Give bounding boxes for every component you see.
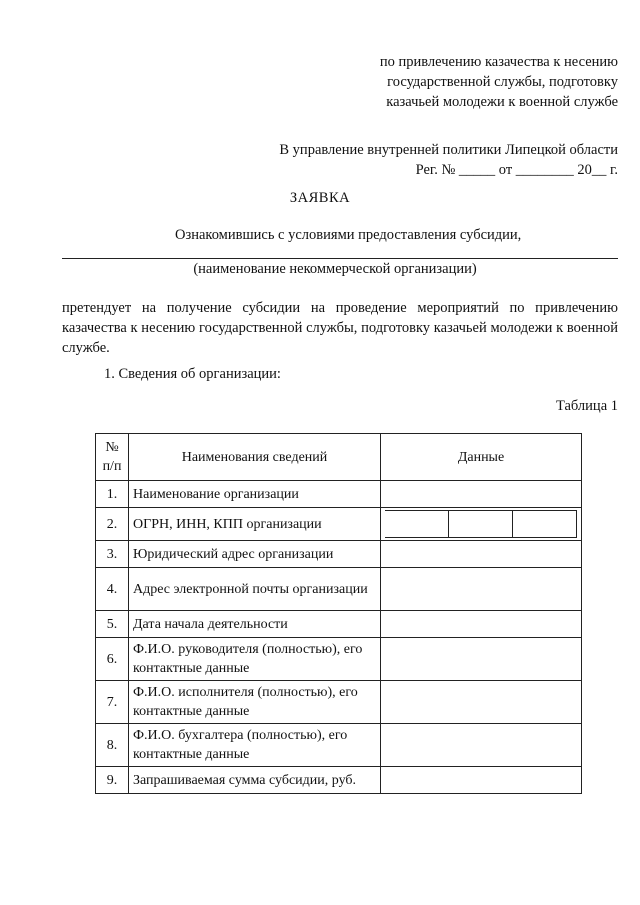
header-name: Наименования сведений (129, 434, 381, 481)
row-label: Ф.И.О. бухгалтера (полностью), его контактные данные (129, 724, 381, 767)
data-cell[interactable] (381, 611, 582, 638)
ogrn-cell[interactable] (385, 511, 449, 538)
kpp-cell[interactable] (513, 511, 577, 538)
row-num: 9. (96, 767, 129, 794)
row-num: 2. (96, 508, 129, 541)
data-cell[interactable] (381, 638, 582, 681)
table-header-row (96, 434, 582, 481)
intro-text: Ознакомившись с условиями предоставления субсидии, (175, 227, 522, 243)
section-heading: 1. Сведения об организации: (104, 366, 281, 382)
table-label: Таблица 1 (555, 398, 618, 414)
org-name-fill-line[interactable] (62, 258, 618, 259)
addressee-line: В управление внутренней политики Липецкой области (279, 142, 618, 158)
row-label: Юридический адрес организации (129, 541, 381, 568)
row-num: 1. (96, 481, 129, 508)
table-row (96, 568, 582, 611)
row-label: Наименование организации (129, 481, 381, 508)
table-row (96, 767, 582, 794)
row-label: Ф.И.О. исполнителя (полностью), его контактные данные (129, 681, 381, 724)
table-row (96, 681, 582, 724)
header-line: казачьей молодежи к военной службе (386, 94, 618, 110)
table-row (96, 508, 582, 541)
data-cell-split (381, 508, 582, 541)
row-num: 6. (96, 638, 129, 681)
organization-info-table (95, 433, 582, 794)
row-label: Ф.И.О. руководителя (полностью), его контактные данные (129, 638, 381, 681)
row-num: 4. (96, 568, 129, 611)
row-label: ОГРН, ИНН, КПП организации (129, 508, 381, 541)
data-cell[interactable] (381, 481, 582, 508)
table-row (96, 724, 582, 767)
header-block (380, 52, 618, 112)
row-label: Дата начала деятельности (129, 611, 381, 638)
data-cell[interactable] (381, 767, 582, 794)
data-cell[interactable] (381, 681, 582, 724)
header-num: № п/п (96, 434, 129, 481)
document-title: ЗАЯВКА (289, 190, 351, 206)
table-row (96, 611, 582, 638)
row-num: 7. (96, 681, 129, 724)
registration-line: Рег. № _____ от ________ 20__ г. (415, 162, 618, 178)
table-row (96, 541, 582, 568)
org-name-caption: (наименование некоммерческой организации) (193, 261, 477, 277)
header-line: государственной службы, подготовку (387, 74, 618, 90)
addressee-block (279, 140, 618, 180)
data-cell[interactable] (381, 568, 582, 611)
table-row (96, 481, 582, 508)
header-data: Данные (381, 434, 582, 481)
row-label: Адрес электронной почты организации (129, 568, 381, 611)
body-paragraph: претендует на получение субсидии на проведение мероприятий по привлечению казачества к несению государственной службы, подготовку казачьей молодежи к военной службе. (62, 300, 618, 356)
ogrn-inn-kpp-subcells (385, 510, 577, 538)
row-num: 8. (96, 724, 129, 767)
inn-cell[interactable] (449, 511, 513, 538)
data-cell[interactable] (381, 724, 582, 767)
table-row (96, 638, 582, 681)
row-num: 3. (96, 541, 129, 568)
data-cell[interactable] (381, 541, 582, 568)
row-num: 5. (96, 611, 129, 638)
row-label: Запрашиваемая сумма субсидии, руб. (129, 767, 381, 794)
header-line: по привлечению казачества к несению (379, 54, 618, 70)
